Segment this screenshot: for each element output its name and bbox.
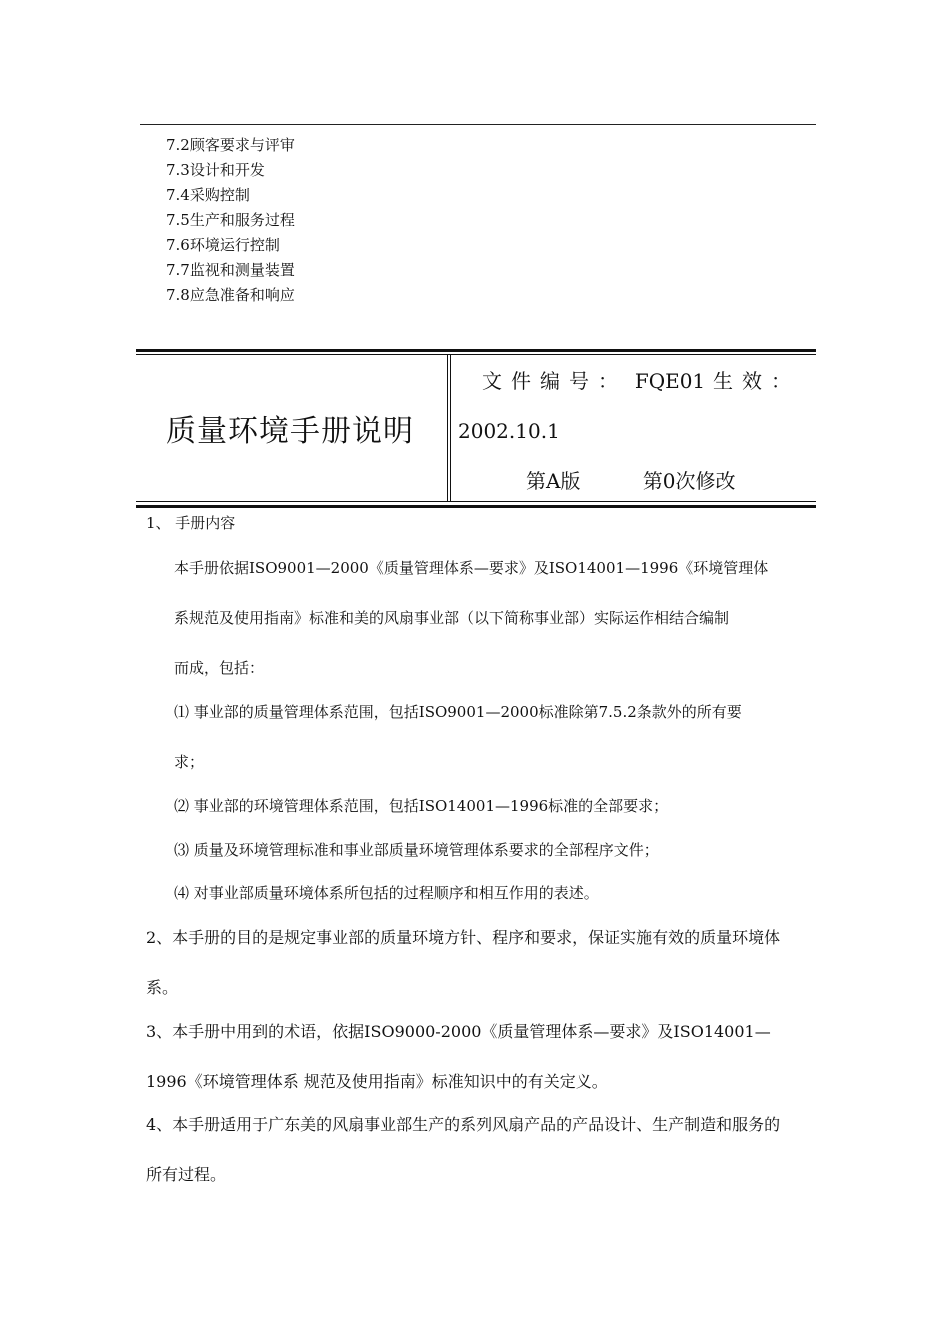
item-1-line-1: ⑴ 事业部的质量管理体系范围，包括ISO9001—2000标准除第7.5.2条款外的所有要 bbox=[174, 703, 742, 721]
version-label: 第A版 bbox=[526, 469, 581, 493]
version-row bbox=[526, 464, 736, 498]
header-bottom-rule-thin bbox=[136, 501, 816, 502]
effective-label: 生效： bbox=[712, 369, 800, 393]
section-1-title: 1、 手册内容 bbox=[146, 514, 236, 532]
document-number-row bbox=[482, 364, 800, 398]
item-3: ⑶ 质量及环境管理标准和事业部质量环境管理体系要求的全部程序文件； bbox=[174, 841, 659, 859]
item-1-line-2: 求； bbox=[174, 753, 205, 771]
header-divider-thin bbox=[450, 355, 451, 501]
header-divider bbox=[447, 355, 448, 501]
toc-item: 7.6环境运行控制 bbox=[166, 236, 280, 254]
section-4-line-1: 4、本手册适用于广东美的风扇事业部生产的系列风扇产品的产品设计、生产制造和服务的 bbox=[146, 1115, 781, 1134]
toc-item: 7.7监视和测量装置 bbox=[166, 261, 295, 279]
section-1-intro-line-3: 而成，包括： bbox=[174, 659, 265, 677]
header-bottom-rule bbox=[136, 505, 816, 508]
section-1-intro-line-1 bbox=[174, 556, 806, 580]
document-title: 质量环境手册说明 bbox=[166, 414, 414, 449]
toc-list bbox=[166, 133, 295, 308]
effective-date: 2002.10.1 bbox=[458, 419, 560, 443]
item-4: ⑷ 对事业部质量环境体系所包括的过程顺序和相互作用的表述。 bbox=[174, 884, 599, 902]
toc-item: 7.8应急准备和响应 bbox=[166, 286, 295, 304]
doc-number-label: 文件编号： bbox=[482, 369, 627, 393]
toc-item: 7.2顾客要求与评审 bbox=[166, 136, 295, 154]
text-line: 本手册依据ISO9001—2000《质量管理体系—要求》及ISO14001—1996《环境管理体 bbox=[174, 559, 769, 577]
section-4-line-2: 所有过程。 bbox=[146, 1165, 227, 1184]
section-2-line-2: 系。 bbox=[146, 978, 179, 997]
item-2: ⑵ 事业部的环境管理体系范围，包括ISO14001—1996标准的全部要求； bbox=[174, 797, 669, 815]
section-3-line-1: 3、本手册中用到的术语，依据ISO9000-2000《质量管理体系—要求》及ISO14001— bbox=[146, 1022, 771, 1041]
top-divider bbox=[140, 124, 816, 125]
toc-item: 7.4采购控制 bbox=[166, 186, 250, 204]
header-top-rule bbox=[136, 349, 816, 352]
section-1-intro-line-2: 系规范及使用指南》标准和美的风扇事业部（以下简称事业部）实际运作相结合编制 bbox=[174, 609, 730, 627]
section-3-line-2: 1996《环境管理体系 规范及使用指南》标准知识中的有关定义。 bbox=[146, 1072, 608, 1091]
doc-number-value: FQE01 bbox=[634, 369, 706, 393]
revision-label: 第0次修改 bbox=[642, 469, 736, 493]
section-2-line-1: 2、本手册的目的是规定事业部的质量环境方针、程序和要求，保证实施有效的质量环境体 bbox=[146, 928, 781, 947]
toc-item: 7.5生产和服务过程 bbox=[166, 211, 295, 229]
toc-item: 7.3设计和开发 bbox=[166, 161, 265, 179]
header-top-rule-thin bbox=[136, 354, 816, 355]
